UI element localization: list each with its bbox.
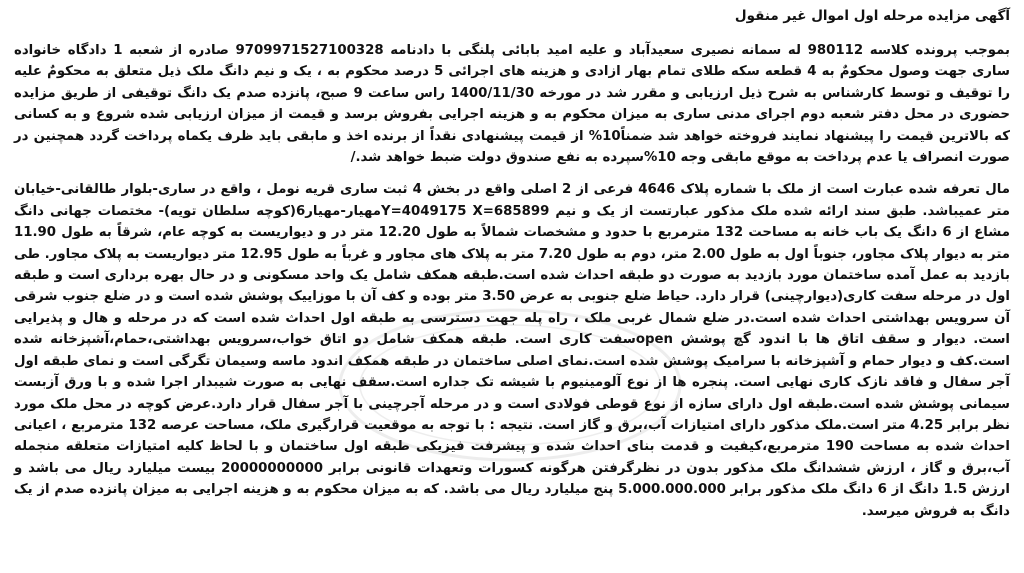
notice-paragraph-case-details: بموجب پرونده کلاسه 980112 له سمانه نصیری سعیدآباد و علیه امید بابائی پلنگی با دادنامه 9709971527100328 صادره از شعبه 1 دادگاه خانواده ساری جهت وصول محکومٌ به 4 قطعه سکه طلای تمام بهار ازادی و هزینه های اجرائی 5 درصد محکوم به ، یک و نیم دانگ ملک ذیل متعلق به محکومٌ علیه را توقیف و توسط کارشناس به شرح ذیل ارزیابی و مقرر شد در مورخه 1400/11/30 راس ساعت 9 صبح، پانزده صدم یک دانگ توقیفی از طریق مزایده حضوری در محل دفتر شعبه دوم اجرای مدنی ساری به میزان محکوم به و هزینه اجرایی بفروش برسد و قیمت از میزان ارزیابی شده شروع و به کسانی که بالاترین قیمت را پیشنهاد نمایند فروخته خواهد شد ضمناً10% از قیمت پیشنهادی نقداً از برنده اخذ و مابقی باید ظرف یکماه پرداخت گردد همچنین در صورت انصراف یا عدم پرداخت به موقع مابقی وجه 10%سپرده به نفع صندوق دولت ضبط خواهد شد./ — [14, 43, 1010, 166]
notice-paragraph-property-description: مال تعرفه شده عبارت است از ملک با شماره پلاک 4646 فرعی از 2 اصلی واقع در بخش 4 ثبت ساری قریه نومل ، واقع در ساری-بلوار طالقانی-خیابان متر عمیباشد. طبق سند ارائه شده ملک مذکور عبارتست از یک و نیم Y=4049175 X=685899مهیار-مهیار6(کوچه سلطان تویه)- مختصات جهانی دانگ مشاع از 6 دانگ یک باب خانه به مساحت 132 مترمربع با حدود و مشخصات شمالاً به طول 12.20 متر در و دیواریست به کوچه عام، شرقاً به طول 11.90 متر به دیوار پلاک مجاور، جنوباً اول به طول 2.00 متر، دوم به طول 7.20 متر به پلاک های مجاور و غرباً به طول 12.95 متر دیواریست به پلاک مجاور. طی بازدید به عمل آمده ساختمان مورد بازدید به صورت دو طبقه احداث شده است.طبقه همکف شامل یک واحد مسکونی و در حال بهره برداری است و طبقه اول در مرحله سفت کاری(دیوارچینی) قرار دارد. حیاط ضلع جنوبی به عرض 3.50 متر بوده و کف آن با موزاییک پوشش شده است و در ضلع جنوب شرقی آن سرویس بهداشتی احداث شده است.در ضلع شمال غربی ملک ، راه پله جهت دسترسی به طبقه اول احداث شده است که در مرحله و هال و پذیرایی است. دیوار و سقف اتاق ها با اندود گچ پوشش openسفت کاری است. طبقه همکف شامل دو اتاق خواب،سرویس بهداشتی،حمام،آشپزخانه شده است.کف و دیوار حمام و آشپزخانه با سرامیک پوشش شده است.نمای اصلی ساختمان در طبقه همکف اندود ماسه وسیمان تگرگی است و نمای طبقه اول آجر سفال و فاقد نازک کاری نهایی است. پنجره ها از نوع آلومینیوم با شیشه تک جداره است.سقف نهایی به صورت شیبدار اجرا شده و با ورق آزبست سیمانی پوشش شده است.طبقه اول دارای سازه از نوع قوطی فولادی است و در مرحله آجرچینی با آجر سفال قرار دارد.عرض کوچه در محل ملک مورد نظر برابر 4.25 متر است.ملک مذکور دارای امتیازات آب،برق و گاز است. نتیجه : با توجه به موقعیت قرارگیری ملک، مساحت عرصه 132 مترمربع ، اعیانی احداث شده به مساحت 190 مترمربع،کیفیت و قدمت بنای احداث شده و پیشرفت فیزیکی طبقه اول ساختمان و با لحاظ کلیه امتیازات متعلقه منجمله آب،برق و گاز ، ارزش ششدانگ ملک مذکور بدون در نظرگرفتن هرگونه کسورات وتعهدات قانونی برابر 20000000000 بیست میلیارد ریال می باشد و ارزش 1.5 دانگ از 6 دانگ ملک مذکور برابر 5.000.000.000 پنج میلیارد ریال می باشد. که به میزان محکوم به و هزینه اجرایی به میزان پانزده صدم از یک دانگ به فروش میرسد. — [14, 182, 1010, 519]
notice-title: آگهی مزایده مرحله اول اموال غیر منقول — [734, 8, 1010, 24]
